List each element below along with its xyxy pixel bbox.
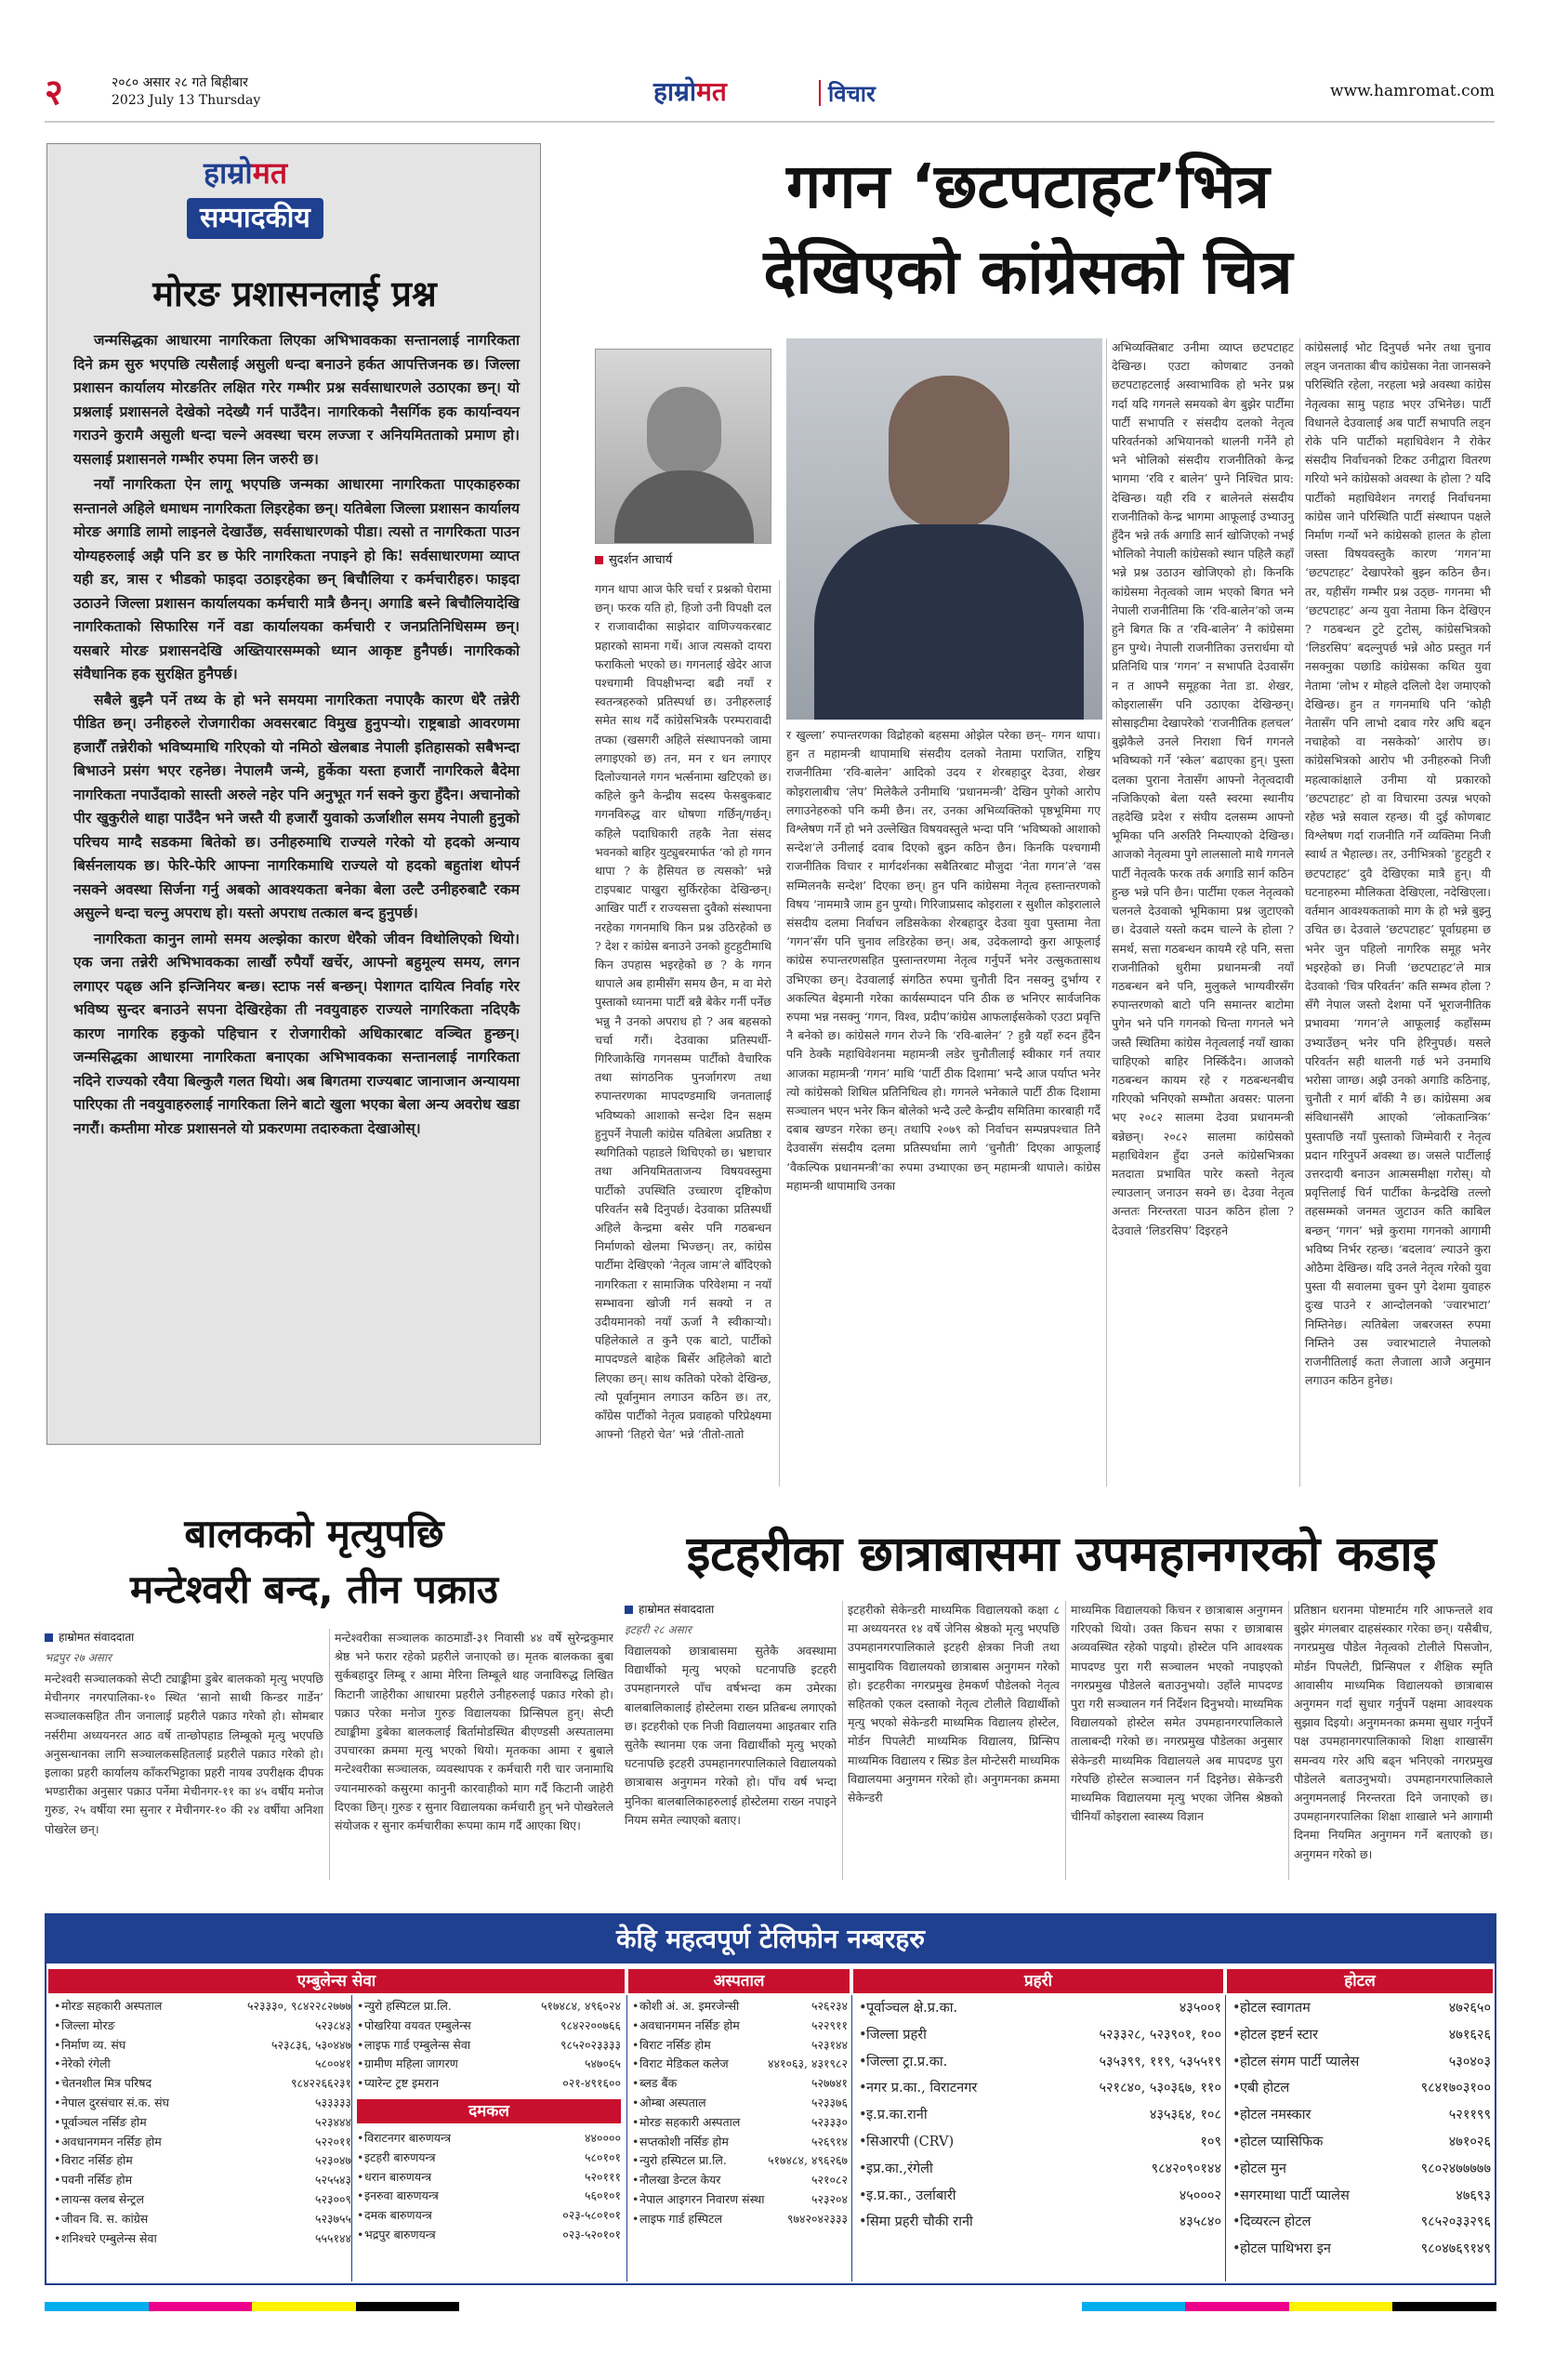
entry-name: चेतनशील मित्र परिषद xyxy=(61,2076,152,2091)
feature-column: अभिव्यक्तिबाट उनीमा व्याप्त छटपटाहट देखिन्छ। एउटा कोणबाट उनको छटपटाहटलाई अस्वाभाविक हो भनेर प्रश्न गर्दा यदि गगनले समयको बेग बुझेर पार्टीमा पार्टी सभापति र संसदीय दलको नेतृत्व परिवर्तनको अभियानको थालनी गर्नेनै हो भने भोलिको संसदीय राजनीतिको केन्द्र भागमा ‘रवि र बालेन’ पुग्ने निश्चित प्राय: देखिन्छ। यही रवि र बालेनले संसदीय राजनीतिको केन्द्र भागमा आफूलाई उभ्याउनु हुँदैन भन्ने तर्क अगाडि सार्न खोजिएको नभई भोलिको नेपाली कांग्रेसको स्थान पहिलै कहाँ भन्ने प्रश्न उठाउन खोजिएको हो। किनकि कांग्रेसमा नेतृत्वको जाम भएको बिगत भने नेपाली राजनीतिमा कि ‘रवि-बालेन’को जन्म हुने बिगत कि त ‘रवि-बालेन’ नै कांग्रेसमा हुन पुग्थे। नेपाली राजनीतिका उत्तरार्धमा यो प्रतिनिधि पात्र ‘गगन’ न सभापति देउवासँग न त आफ्नै समूहका नेता डा. शेखर, कोइरालासँग पनि उठाएका देखिन्छन्। सोसाइटीमा देखापरेको ‘राजनीतिक हलचल’ बुझेकैले उनले निराशा चिर्न गगनले भविष्यको गर्ने ‘स्केल’ बढाएका हुन्। पुस्ता दलका पुराना नेतासँग आफ्नो नेतृत्वदावी नजिकिएको बेला यस्तै स्वरमा स्थानीय तहदेखि प्रदेश र संघीय दलसम्म आफ्नो भूमिका पनि अरुतिरै निम्त्याएको देखिन्छ। आजको नेतृत्वमा पुगे लालसालो माथै गगनले पार्टी नेतृत्वकै फरक तर्क अगाडि सार्न कठिन हुन्छ भन्ने पनि छैन। पार्टीमा एकल नेतृत्वको चलनले देउवाको भूमिकामा प्रश्न जुटाएको छ। देउवाले यस्तो कदम चाल्ने के होला ? समर्थ, सत्ता गठबन्धन कायमै रहे पनि, सत्ता राजनीतिको धुरीमा प्रधानमन्त्री नयाँ गठबन्धन बने पनि, मुलुकले भाग्यवीरसँग रुपान्तरणको बाटो पनि समान्तर बाटोमा पुगेन भने पनि गगनको चिन्ता गगनले भने जस्तै स्थितिमा कांग्रेस नेतृत्वलाई नयाँ खाका चाहिएको बाहिर निस्किँदैन। आजको गठबन्धन कायम रहे र गठबन्धनबीच गरिएको भनिएको सम्भौता अवसर: पालना भए २०८२ सालमा देउवा प्रधानमन्त्री बन्नेछन्। २०८२ सालमा कांग्रेसको महाधिवेशन हुँदा उनले कांग्रेसभित्रका मतदाता प्रभावित पारेर कस्तो नेतृत्व ल्याउलान् जनाउन सक्ने छ। देउवा नेतृत्व अन्ततः निरन्तरता पाउन कठिन होला ? देउवाले ‘लिडरसिप’ दिइरहने xyxy=(1112,340,1294,1237)
child-source: हाम्रोमत संवाददाता xyxy=(45,1629,134,1645)
directory-entry xyxy=(632,2210,848,2229)
bullet-icon: • xyxy=(357,2169,364,2184)
feature-headline-line2: देखिएको कांग्रेसको चित्र xyxy=(763,236,1293,308)
entry-name: होटल इष्टर्न स्टार xyxy=(1240,2027,1319,2043)
directory-entry xyxy=(1232,2075,1491,2102)
fire-header: दमकल xyxy=(357,2099,621,2123)
entry-name: कोशी अं. अ. इमरजेन्सी xyxy=(639,1999,740,2013)
entry-number[interactable]: ९८५२०३३२९६ xyxy=(1420,2215,1491,2230)
bullet-icon: • xyxy=(54,2211,61,2226)
directory-entry xyxy=(1232,2183,1491,2210)
entry-number[interactable]: ५२२९११ xyxy=(811,2017,848,2032)
entry-number[interactable]: ५२३८४३ xyxy=(314,2017,351,2032)
child-dateline: भद्रपुर २७ असार xyxy=(45,1651,112,1664)
hostel-source: हाम्रोमत संवाददाता xyxy=(625,1601,714,1617)
entry-number[interactable]: ५८०१०१ xyxy=(584,2149,621,2164)
bullet-icon: • xyxy=(357,2037,364,2052)
directory-entry xyxy=(1232,2156,1491,2183)
hotel-header: होटल xyxy=(1227,1969,1493,1993)
source-marker-icon xyxy=(45,1633,53,1642)
bullet-icon: • xyxy=(54,2153,61,2168)
editorial-tag: सम्पादकीय xyxy=(187,198,323,239)
ambulance-list-b xyxy=(357,1997,621,2094)
header-date-np: २०८० असार २८ गते बिहीबार xyxy=(112,75,248,90)
directory-entry xyxy=(859,2022,1221,2049)
bullet-icon: • xyxy=(859,2001,867,2016)
hostel-column: माध्यमिक विद्यालयको किचन र छात्राबास अनुगमन गरिएको थियो। उक्त किचन सफा र छात्राबास अव्यवस्थित रहेको पाइयो। होस्टेल पनि आवश्यक मापदण्ड पुरा गरी सञ्चालन भएको नपाइएको नगरप्रमुख पौडेलले बताउनुभयो। उहाँले मापदण्ड पुरा गरी सञ्चालन गर्न निर्देशन दिनुभयो। माध्यमिक विद्यालयको होस्टेल समेत उपमहानगरपालिकाले तालाबन्दी गरेको छ। नगरप्रमुख पौडेलका अनुसार सेकेन्डरी माध्यमिक विद्यालयले अब मापदण्ड पुरा गरेपछि होस्टेल सञ्चालन गर्न दिइनेछ। सेकेन्डरी माध्यमिक विद्यालयमा मृत्यु भएका जेनिस श्रेष्ठको चीनियाँ कोइराला स्वास्थ्य विज्ञान xyxy=(1071,1603,1283,1824)
entry-name: प्यारेन्ट ट्रष्ट इमरान xyxy=(364,2076,440,2091)
bullet-icon: • xyxy=(859,2081,867,2096)
entry-name: न्युरो हस्पिटल प्रा.लि. xyxy=(639,2153,727,2168)
directory-entry xyxy=(859,2075,1221,2102)
directory-entry xyxy=(1232,2129,1491,2156)
bullet-icon: • xyxy=(54,2191,61,2206)
directory-entry xyxy=(632,2055,848,2074)
entry-number[interactable]: ५१७४८४, ४९६२६७ xyxy=(768,2153,848,2168)
hostel-column: प्रतिष्ठान धरानमा पोष्टमार्टम गरि आफन्तले शव बुझेर मंगलबार दाहसंस्कार गरेका छन्। यसैबीच, नगरप्रमुख पौडेल नेतृत्वको टोलीले पिसजोन, मोर्डन पिपलेटी, प्रिन्सिपल र शैक्षिक स्मृति आवासीय माध्यमिक विद्यालयको छात्राबास अनुगमन गर्दा सुधार गर्नुपर्ने पक्षमा आवश्यक सुझाव दिइयो। अनुगमनका क्रममा सुधार गर्नुपर्ने पक्ष उपमहानगरपालिकाको शिक्षा शाखासँग समन्वय गरेर अघि बढ्न भनिएको नगरप्रमुख पौडेलले बताउनुभयो। उपमहानगरपालिकाले अनुगमनलाई निरन्तरता दिने जनाएको छ। उपमहानगरपालिका शिक्षा शाखाले भने आगामी दिनमा नियमित अनुगमन गर्ने बताएको छ। अनुगमन गरेको छ। xyxy=(1294,1603,1493,1861)
directory-entry xyxy=(859,2183,1221,2210)
entry-name: इ.प्र.का., उर्लाबारी xyxy=(866,2188,956,2203)
directory-entry xyxy=(859,1995,1221,2022)
entry-name: भद्रपुर बारुणयन्त्र xyxy=(364,2227,436,2241)
entry-name: जिल्ला ट्रा.प्र.का. xyxy=(866,2054,948,2069)
bullet-icon: • xyxy=(1232,2001,1241,2016)
bullet-icon: • xyxy=(54,1999,61,2013)
entry-name: होटल नमस्कार xyxy=(1240,2108,1311,2123)
editorial-paragraph: सबैले बुझ्नै पर्ने तथ्य के हो भने समयमा नागरिकता नपाएकै कारण धेरै तन्नेरी पीडित छन्। उनीहरुले रोजगारीका अवसरबाट विमुख हुनुपर्‍यो। राष्ट्रबाडो आवरणमा हजारौँ तन्नेरीको भविष्यमाथि गरिएको यो नमिठो खेलबाड नेपाली इतिहासको सबैभन्दा बिभाउने प्रसंग भएर रहनेछ। नेपालमै जन्मे, हुर्केका यस्ता हजारौं नागरिकले बैदेमा नागरिकता नपाउँदाको सास्ती अरुले नहेर पनि अनुभूत गर्न सक्ने कुरा हुँदैन। अचानोको पीर खुकुरीले थाहा पाउँदैन भने जस्तै यी हजारौं युवाको ऊर्जाशील समय नेपाली हुनुको परिचय माग्दै सडकमा बितेको छ। उनीहरुमाथि राज्यले गरेको यो हदको अन्याय बिर्सनलायक छ। फेरि-फेरि आफ्ना नागरिकमाथि राज्यले यो हदको बहुतांश थोपर्न नसक्ने अवस्था सिर्जना गर्नु अबको आवश्यकता बनेका बेला उल्टै उनीहरुबाटै रकम असुल्ने धन्दा चल्नु अपराध हो। यस्तो अपराध तत्काल बन्द हुनुपर्छ। xyxy=(73,690,520,921)
entry-name: नौलखा डेन्टल केयर xyxy=(639,2173,721,2188)
child-column: मन्टेश्वरी सञ्चालकको सेप्टी ट्याङ्कीमा डुबेर बालकको मृत्यु भएपछि मेचीनगर नगरपालिका-१० स्थित ‘सानो साथी किन्डर गार्डेन’ सञ्चालकसहित तीन जनालाई प्रहरीले पक्राउ गरेको हो। सोमबार नर्सरीमा अध्ययनरत आठ वर्षे तान्छोपहाड लिम्बूको मृत्यु भएपछि अनुसन्धानका लागि सञ्चालकसहितलाई प्रहरीले पक्राउ गरेको हो। इलाका प्रहरी कार्यालय काँकरभिट्टाका प्रहरी नायब उपरीक्षक दीपक भण्डारीका अनुसार पक्राउ पर्नेमा मेचीनगर-११ का ४५ वर्षीय मनोज गुरुङ, २५ वर्षीया रमा सुनार र मेचीनगर-१० की २४ वर्षीया अनिशा पोखरेल छन्। xyxy=(45,1672,323,1836)
directory-entry xyxy=(859,2049,1221,2076)
directory-entry xyxy=(859,2129,1221,2156)
child-column: मन्टेश्वरीका सञ्चालक काठमाडौं-३१ निवासी ४४ वर्षे सुरेन्द्रकुमार श्रेष्ठ भने फरार रहेको प्रहरीले जनाएको छ। मृतक बालकका बुबा सुर्कबहादुर लिम्बू र आमा मेरिना लिम्बूले थाह जनाविरुद्ध लिखित किटानी जाहेरीका आधारमा प्रहरीले उनीहरुलाई पक्राउ गरेको हो। पक्राउ परेका मनोज गुरुङ विद्यालयका प्रिन्सिपल हुन्। सेप्टी ट्याङ्कीमा डुबेका बालकलाई बिर्तामोडस्थित बीएण्डसी अस्पतालमा उपचारका क्रममा मृत्यु भएको थियो। मृतकका आमा र बुबाले मन्टेश्वरीका सञ्चालक, व्यवस्थापक र कर्मचारी गरी चार जनामाथि ज्यानमारुको कसुरमा कानुनी कारवाहीको माग गर्दै किटानी जाहेरी दिएका छिन्। गुरुङ र सुनार विद्यालयका कर्मचारी हुन् भने पोखरेलले संयोजक र सुनार कर्मचारीका रूपमा काम गर्दै आएका थिए। xyxy=(335,1631,613,1833)
entry-number[interactable]: ५२६९१४ xyxy=(811,2134,848,2149)
entry-name: ओम्बा अस्पताल xyxy=(639,2095,706,2109)
entry-number[interactable]: ५१७४८४, ४९६०२४ xyxy=(541,1999,621,2013)
directory-entry xyxy=(632,2036,848,2056)
entry-number[interactable]: ९८४२२००७६६ xyxy=(560,2017,621,2032)
bullet-icon: • xyxy=(632,2173,639,2188)
byline-marker-icon xyxy=(595,556,603,564)
bullet-icon: • xyxy=(1232,2188,1241,2203)
entry-number[interactable]: ५२३०४७ xyxy=(314,2153,351,2168)
directory-entry xyxy=(357,2187,621,2206)
entry-name: मोरङ सहकारी अस्पताल xyxy=(61,1999,163,2013)
entry-name: इ.प्र.का.रानी xyxy=(866,2108,928,2123)
entry-name: अवधानगमन नर्सिङ होम xyxy=(639,2017,740,2032)
bullet-icon: • xyxy=(632,2037,639,2052)
entry-number[interactable]: ५३५३९९, ११९, ५३५५१९ xyxy=(1099,2054,1221,2069)
column-rule xyxy=(329,1629,330,1880)
column-rule xyxy=(851,1995,852,2281)
entry-name: शनिश्चरे एम्बुलेन्स सेवा xyxy=(61,2230,157,2245)
bullet-icon: • xyxy=(632,2076,639,2091)
entry-number[interactable]: ४३५३६४, १०८ xyxy=(1149,2108,1221,2123)
entry-name: होटल मुन xyxy=(1240,2161,1286,2176)
entry-number[interactable]: ५४७०६५ xyxy=(584,2056,621,2071)
main-photo xyxy=(786,338,1102,720)
column-rule xyxy=(351,1995,352,2281)
entry-number[interactable]: १०९ xyxy=(1200,2134,1221,2149)
directory-entry xyxy=(632,1997,848,2016)
feature-column: कांग्रेसलाई भोट दिनुपर्छ भनेर तथा चुनाव लड्न जनताका बीच कांग्रेसका नेता जानसक्ने परिस्थिति रहेला, नरहला भन्ने अवस्था कांग्रेस नेतृत्वका सामु पहाड भएर उभिनेछ। पार्टी विधानले देउवालाई अब पार्टी सभापति लड्न रोके पनि पार्टीको महाधिवेशन नै रोकेर संसदीय निर्वाचनको टिकट उनीद्वारा वितरण गरियो भने कांग्रेसको अवस्था के होला ? यदि पार्टीको महाधिवेशन नगराई निर्वाचनमा कांग्रेस जाने परिस्थिति पार्टी संस्थापन पक्षले निर्माण गर्न्यो भने कांग्रेसको हालत के होला जस्ता विषयवस्तुकै कारण ‘गगन’मा ‘छटपटाहट’ देखापरेको बुझ्न कठिन छैन। तर, यहीसँग गम्भीर प्रश्न उठ्छ- गगनमा भी ‘छटपटाहट’ अन्य युवा नेतामा किन देखिएन ? गठबन्धन टुटे टुटोस्, कांग्रेसभित्रको ‘लिडरसिप’ बदल्नुपर्छ भन्ने ओठ प्रस्तुत गर्न नसक्नुका पछाडि कांग्रेसका कथित युवा नेतामा ‘लोभ र मोहले दलिलो देश जमाएको देखिन्छ। हुन त गगनमाथि पनि ‘कोही नेतासँग पनि लाभो दबाव गरेर अघि बढ्न नचाहेको वा नसकेको’ आरोप छ। कांग्रेसभित्रको आरोप भी उनीहरुको निजी महत्वाकांक्षाले उनीमा यो प्रकारको ‘छटपटाहट’ हो वा विचारमा उत्पन्न भएको रहेछ भन्ने सवाल रहन्छ। यी दुई कोणबाट विश्लेषण गर्दा राजनीति गर्ने व्यक्तिमा निजी स्वार्थ त भैहाल्छ। तर, उनीभित्रको ‘हुटहुटी र छटपटाहट’ दुवै देखिएका मात्रै हुन्। यी घटनाहरुमा मौलिकता देखिएला, नदेखिएला। वर्तमान आवश्यकताको माग के हो भन्ने बुझ्नु उचित छ। देउवाले ‘छटपटाहट’ पूर्वाग्रहमा छ भनेर जुन पहिलो नागरिक समूह भनेर भइरहेको छ। निजी ‘छटपटाहट’ले मात्र देउवाको ‘चित्र परिवर्तन’ कति सम्भव होला ? सँगै नेपाल जस्तो देशमा पर्ने भूराजनीतिक प्रभावमा ‘गगन’ले आफूलाई कहाँसम्म उभ्याउँछन् भनेर पनि हेरिनुपर्छ। यसले परिवर्तन सही थालनी गर्छ भने उनमाथि भरोसा जाग्छ। अझै उनको अगाडि कठिनाइ, चुनौती र मार्ग बाँकी नै छ। कांग्रेसमा अब संविधानसँगै आएको ‘लोकतान्त्रिक’ पुस्तापछि नयाँ पुस्ताको जिम्मेवारी र नेतृत्व प्रदान गरिनुपर्ने अवस्था छ। जसले पार्टीलाई उत्तरदायी बनाउन आत्मसमीक्षा गरोस्। यो प्रवृत्तिलाई चिर्न पार्टीका केन्द्रदेखि तल्लो तहसम्मको जनमत जुटाउन कति काबिल बन्छन् ‘गगन’ भन्ने कुरामा गगनको आगामी भविष्य निर्भर रहन्छ। ‘बदलाव’ ल्याउने कुरा ओठैमा देखिन्छ। यदि उनले नेतृत्व गरेको युवा पुस्ता यी सवालमा चुक्न पुगे देशमा युवाहरु दुःख पाउने र आन्दोलनको ‘ज्वारभाटा’ निम्तिनेछ। त्यतिबेला जबरजस्त रुपमा निम्तिने उस ज्वारभाटाले नेपालको राजनीतिलाई कता लैजाला आजै अनुमान लगाउन कठिन हुनेछ। xyxy=(1305,340,1491,1388)
bullet-icon: • xyxy=(1232,2215,1241,2230)
column-rule xyxy=(626,1995,627,2281)
bullet-icon: • xyxy=(54,2056,61,2071)
entry-name: विराट नर्सिङ होम xyxy=(639,2037,711,2052)
entry-number[interactable]: ९८०२४७७७७७ xyxy=(1420,2161,1491,2176)
header-date-en: 2023 July 13 Thursday xyxy=(112,93,261,108)
entry-name: न्युरो हस्पिटल प्रा.लि. xyxy=(364,1999,452,2013)
directory-title: केहि महत्वपूर्ण टेलिफोन नम्बरहरु xyxy=(46,1915,1495,1964)
bullet-icon: • xyxy=(357,2188,364,2203)
directory-entry xyxy=(357,2149,621,2168)
entry-name: होटल स्वागतम xyxy=(1240,2001,1311,2016)
bullet-icon: • xyxy=(859,2188,867,2203)
directory-entry xyxy=(632,2016,848,2036)
hospital-header: अस्पताल xyxy=(628,1969,850,1993)
bullet-icon: • xyxy=(54,2076,61,2091)
entry-number[interactable]: ५२७७४१ xyxy=(811,2076,848,2091)
bullet-icon: • xyxy=(357,1999,364,2013)
column-rule xyxy=(842,1601,843,1880)
entry-name: इटहरी बारुणयन्त्र xyxy=(364,2149,436,2164)
column-rule xyxy=(1225,1995,1226,2281)
bullet-icon: • xyxy=(1232,2134,1241,2149)
directory-entry xyxy=(357,2055,621,2074)
directory-entry xyxy=(632,2151,848,2171)
directory-entry xyxy=(357,2226,621,2245)
entry-number[interactable]: ४७६९३ xyxy=(1456,2188,1491,2203)
entry-number[interactable]: ५२११९९ xyxy=(1448,2108,1491,2123)
section-name: विचार xyxy=(828,81,876,107)
bullet-icon: • xyxy=(1232,2081,1241,2096)
police-list xyxy=(859,1995,1221,2236)
directory-entry xyxy=(54,2016,351,2036)
directory-entry xyxy=(357,2168,621,2188)
bullet-icon: • xyxy=(859,2215,867,2230)
bullet-icon: • xyxy=(54,2230,61,2245)
entry-name: नेपाल दुरसंचार सं.क. संघ xyxy=(61,2095,169,2109)
entry-name: नगर प्र.का., विराटनगर xyxy=(866,2081,978,2096)
bullet-icon: • xyxy=(859,2054,867,2069)
entry-number[interactable]: ५८००४१ xyxy=(314,2056,351,2071)
entry-number[interactable]: ५२३२०४ xyxy=(811,2191,848,2206)
bullet-icon: • xyxy=(1232,2241,1241,2257)
directory-entry xyxy=(1232,2049,1491,2076)
editorial-logo: हाम्रोमत xyxy=(204,155,288,191)
directory-entry xyxy=(632,2113,848,2133)
bullet-icon: • xyxy=(357,2131,364,2145)
entry-name: जिल्ला प्रहरी xyxy=(866,2027,927,2043)
header-logo: हाम्रोमत xyxy=(653,76,727,107)
entry-name: सगरमाथा पार्टी प्यालेस xyxy=(1240,2188,1350,2203)
directory-entry xyxy=(1232,2209,1491,2236)
directory-entry xyxy=(1232,2102,1491,2129)
entry-name: अवधानगमन नर्सिङ होम xyxy=(61,2134,162,2149)
page-header xyxy=(45,71,1495,115)
bullet-icon: • xyxy=(54,2114,61,2129)
bullet-icon: • xyxy=(632,2095,639,2109)
bullet-icon: • xyxy=(859,2108,867,2123)
directory-entry xyxy=(357,2016,621,2036)
entry-number[interactable]: ५६०१०१ xyxy=(584,2188,621,2203)
feature-headline-line1: गगन ‘छटपटाहट’भित्र xyxy=(786,151,1270,222)
entry-number[interactable]: ५२३३२८, ५२३९०१, १०० xyxy=(1099,2027,1221,2043)
entry-number[interactable]: ४७१६२६ xyxy=(1448,2027,1491,2043)
hotel-list xyxy=(1232,1995,1491,2263)
entry-number[interactable]: ५२३७५५ xyxy=(314,2211,351,2226)
directory-entry xyxy=(632,2074,848,2094)
column-rule xyxy=(1288,1601,1289,1880)
entry-number[interactable]: ०२३-५२०१०१ xyxy=(562,2227,621,2241)
entry-name: पोखरिया वयवत एम्बुलेन्स xyxy=(364,2017,471,2032)
entry-name: दमक बारुणयन्त्र xyxy=(364,2208,432,2223)
entry-name: इनरुवा बारुणयन्त्र xyxy=(364,2188,439,2203)
entry-number[interactable]: ५३३३३३ xyxy=(314,2095,351,2109)
bullet-icon: • xyxy=(859,2134,867,2149)
column-rule xyxy=(779,580,780,1487)
entry-number[interactable]: ०२१-४९१६०० xyxy=(562,2076,621,2091)
bullet-icon: • xyxy=(1232,2027,1241,2043)
bullet-icon: • xyxy=(859,2027,867,2043)
directory-entry xyxy=(54,2055,351,2074)
directory-entry xyxy=(1232,2022,1491,2049)
entry-name: दिव्यरत्न होटल xyxy=(1240,2215,1311,2230)
entry-name: मोरङ सहकारी अस्पताल xyxy=(639,2114,741,2129)
entry-name: होटल संगम पार्टी प्यालेस xyxy=(1240,2054,1360,2069)
entry-number[interactable]: ९८४१७०३१०० xyxy=(1420,2081,1491,2096)
entry-name: विराट मेडिकल कलेज xyxy=(639,2056,729,2071)
feature-column: र खुल्ला’ रुपान्तरणका विद्रोहको बहसमा ओझेल परेका छन्– गगन थापा। हुन त महामन्त्री थापामाथि संसदीय दलको नेतामा पराजित, राष्ट्रिय राजनीतिमा ‘रवि-बालेन’ आदिको उदय र शेरबहादुर देउवा, शेखर कोइरालाबीच ‘लेप’ मिलेकैले उनीमाथि ‘प्रधानमन्त्री’ देखिन पुगेको आरोप लगाउनेहरुको पनि कमी छैन। तर, उनका अभिव्यक्तिको पृष्ठभूमिमा गए विश्लेषण गर्ने हो भने उल्लेखित विषयवस्तुले भन्दा पनि ‘भविष्यको आशाको सन्देश’ले उनीलाई दवाब दिएको बुझ्न कठिन छैन। किनकि पश्चगामी राजनीतिक विचार र मार्गदर्शनका सबैतिरबाट मौजुदा ‘नेता गगन’ले ‘वस सम्मिलनकै सन्देश’ दिएका छन्। हुन पनि कांग्रेसमा नेतृत्व हस्तान्तरणको विषय ‘नाममात्रै जाम हुन पुग्यो। गिरिजाप्रसाद कोइराला र सुशील कोइरालाले संसदीय दलमा निर्वाचन लडिसकेका शेरबहादुर देउवा युवा पुस्तामा नेता ‘गगन’सँग पनि चुनाव लडिरहेका छन्। अब, उदेकलाग्दो कुरा आफूलाई कांग्रेस रुपान्तरणसहित पुस्तान्तरणमा नेतृत्व गर्नुपर्ने भनेर उत्सुकतासाथ उभिएका छन्। देउवालाई संगठित रुपमा चुनौती दिन नसक्नु दुर्भाग्य र अकल्पित बेइमानी गरेका कार्यसम्पादन पनि ठीक छ भनिएर सार्वजनिक रुपमा भन्न नसक्नु ‘गगन, विश्व, प्रदीप’कांग्रेस आफलाईसकेको एउटा प्रवृत्ति नै बनेको छ। कांग्रेसले गगन रोज्ने कि ‘रवि-बालेन’ ? हुन्नै यहाँ रुदन हुँदैन पनि ठेक्कै महाधिवेशनमा महामन्त्री लडेर चुनौतीलाई स्वीकार गर्न तयार आजका महामन्त्री ‘गगन’ माथि ‘पार्टी ठीक दिशामा’ भन्दै आज पर्याप्त भनेर त्यो कांग्रेसको शिथिल प्रतिनिधित्व हो। गगनले भनेकाले पार्टी ठीक दिशामा सञ्चालन भएन भनेर किन बोलेको भन्दै उल्टै केन्द्रीय समितिमा कारबाही गर्दै दबाब खण्डन गरेका छन्। तथापि २०७९ को निर्वाचन सम्पन्नपश्चात तिनै देउवासँग संसदीय दलमा प्रतिस्पर्धामा लागे ‘चुनौती’ दिएका आफूलाई ‘वैकल्पिक प्रधानमन्त्री’का रुपमा उभ्याएका छन् महामन्त्री थापाले। कांग्रेस महामन्त्री थापामाथि उनका xyxy=(786,728,1100,1193)
entry-name: धरान बारुणयन्त्र xyxy=(364,2169,432,2184)
directory-entry xyxy=(357,2074,621,2094)
entry-number[interactable]: ९८४२०९०१४४ xyxy=(1151,2161,1221,2176)
entry-name: नेरेको रंगेली xyxy=(61,2056,111,2071)
directory-entry xyxy=(54,2074,351,2094)
entry-number[interactable]: ५२१८४०, ५३०३६७, ११० xyxy=(1099,2081,1221,2096)
entry-number[interactable]: ५२३३३०, ९८४२२८२७७७ xyxy=(247,1999,351,2013)
entry-number[interactable]: ५२३१४४ xyxy=(811,2037,848,2052)
bullet-icon: • xyxy=(1232,2054,1241,2069)
hostel-column: विद्यालयको छात्राबासमा सुतेकै अवस्थामा विद्यार्थीको मृत्यु भएको घटनापछि इटहरी उपमहानगरले पाँच वर्षभन्दा कम उमेरका बालबालिकालाई होस्टेलमा राख्न प्रतिबन्ध लगाएको छ। इटहरीको एक निजी विद्यालयमा आइतबार राति सुतेकै स्थानमा एक जना विद्यार्थीको मृत्यु भएको घटनापछि इटहरी उपमहानगरपालिकाले विद्यालयको छात्राबास अनुगमन गरेको हो। पाँच वर्ष भन्दा मुनिका बालबालिकाहरुलाई होस्टेलमा राख्न नपाइने नियम समेत ल्याएको बताए। xyxy=(625,1644,837,1827)
column-rule xyxy=(1106,338,1107,1487)
entry-name: विराटनगर बारुणयन्त्र xyxy=(364,2131,451,2145)
entry-number[interactable]: ५२२०११ xyxy=(314,2134,351,2149)
directory-entry xyxy=(357,2129,621,2149)
directory-entry xyxy=(54,2229,351,2249)
fire-list xyxy=(357,2129,621,2245)
bullet-icon: • xyxy=(632,1999,639,2013)
bullet-icon: • xyxy=(357,2149,364,2164)
directory-entry xyxy=(632,2094,848,2113)
directory-entry xyxy=(54,2210,351,2229)
directory-entry xyxy=(54,1997,351,2016)
bullet-icon: • xyxy=(357,2017,364,2032)
entry-name: नेपाल आइगरन निवारण संस्था xyxy=(639,2191,765,2206)
bullet-icon: • xyxy=(54,2095,61,2109)
directory-entry xyxy=(54,2036,351,2056)
bullet-icon: • xyxy=(632,2153,639,2168)
directory-entry xyxy=(1232,2236,1491,2263)
directory-entry xyxy=(54,2133,351,2152)
ambulance-list-a xyxy=(54,1997,351,2248)
bullet-icon: • xyxy=(357,2208,364,2223)
entry-number[interactable]: ९८४२२६६२३१ xyxy=(290,2076,351,2091)
directory-entry xyxy=(632,2171,848,2190)
bullet-icon: • xyxy=(859,2161,867,2176)
bullet-icon: • xyxy=(632,2211,639,2226)
entry-name: जीवन वि. स. कांग्रेस xyxy=(61,2211,149,2226)
bullet-icon: • xyxy=(632,2056,639,2071)
directory-entry xyxy=(632,2133,848,2152)
hostel-headline: इटहरीका छात्राबासमा उपमहानगरको कडाइ xyxy=(686,1527,1437,1582)
directory-entry xyxy=(632,2190,848,2210)
ambulance-header: एम्बुलेन्स सेवा xyxy=(48,1969,625,1993)
source-marker-icon xyxy=(625,1606,633,1614)
directory-entry xyxy=(54,2094,351,2113)
entry-number[interactable]: ५२५५४३ xyxy=(314,2173,351,2188)
entry-name: पूर्वाञ्चल नर्सिङ होम xyxy=(61,2114,147,2129)
feature-column: गगन थापा आज फेरि चर्चा र प्रश्नको घेरामा छन्। फरक यति हो, हिजो उनी विपक्षी दल र राजावादीका साझेदार वाणिज्यकरबाट प्रहारको सामना गर्थे। आज त्यसको दायरा फराकिलो भएको छ। गगनलाई खेदेर आज पश्चगामी विपक्षीभन्दा बढी नयाँ र स्वतन्त्रहरुको प्रतिस्पर्धा छ। उनीहरुलाई समेत साथ गर्दै कांग्रेसभित्रकै परम्परावादी तप्का (खसगरी अहिले संस्थापनको जामा लगाइएको छ) तन, मन र धन लगाएर दिलोज्यानले गगन भर्त्सनामा खटिएको छ। कहिले कुनै केन्द्रीय सदस्य फेसबुकबाट गगनविरुद्ध वार धोषणा गर्छिन्/गर्छन्। कहिले पदाधिकारी तहकै नेता संसद भवनको बाहिर युट्युबरमार्फत ‘को हो गगन थापा ? के हैसियत छ त्यसको’ भन्ने टाइपबाट पाखुरा सुर्किरहेका देखिन्छन्। आखिर पार्टी र राज्यसत्ता दुवैको संस्थापना नरहेका गगनमाथि किन प्रश्न उठिरहेको छ ? देश र कांग्रेस बनाउने उनको हुटहुटीमाथि किन उपहास भइरहेको छ ? के गगन थापाले अब हामीसँग समय छैन, म वा मेरो पुस्ताको ध्यानमा पार्टी बन्नै बेकेर गर्नी पर्नेछ भन्नु नै उनको अपराध हो ? अब बहसको चर्चा गरौं। देउवाका प्रतिस्पर्धी- गिरिजाकेखि गगनसम्म पार्टीको वैचारिक तथा सांगठनिक पुनर्जागरण तथा रुपान्तरणका मापदण्डमाथि जनतालाई भविष्यको आशाको सन्देश दिन सक्षम हुनुपर्ने नेपाली कांग्रेस यतिबेला अप्रतिष्ठा र स्थगितिको पहाडले थिचिएको छ। भ्रष्टाचार तथा अनियमितताजन्य विषयवस्तुमा पार्टीको उपस्थिति उच्चारण दृष्टिकोण परिवर्तन सबै दिनुपर्छ। देउवाका प्रतिस्पर्धी अहिले केन्द्रमा बसेर पनि गठबन्धन निर्माणको खेलमा भिज्छन्। तर, कांग्रेस पार्टीमा देखिएको ‘नेतृत्व जाम’ले बाँदिएको नागरिकता र सामाजिक परिवेशमा न नयाँ सम्भावना खोजी गर्न सक्यो न त उदीयमानको नयाँ ऊर्जा नै स्वीकार्‍यो। पहिलेकाले त कुनै एक बाटो, पार्टीको मापदण्डले बाहेक बिर्सेर अहिलेको बाटो लिएका छन्। साथ कतिको परेको देखिन्छ, त्यो पूर्वानुमान लगाउन कठिन छ। तर, काँग्रेस पार्टीको नेतृत्व प्रवाहको परिप्रेक्ष्यमा आफ्नो ‘तिहरो चेत’ भन्ने ‘तीतो-तातो xyxy=(595,582,771,1442)
entry-name: लाइफ गार्ड एम्बुलेन्स सेवा xyxy=(364,2037,471,2052)
bullet-icon: • xyxy=(1232,2108,1241,2123)
hospital-list xyxy=(632,1997,848,2229)
entry-name: लाइफ गार्ड हस्पिटल xyxy=(639,2211,723,2226)
entry-number[interactable]: ४३५००१ xyxy=(1179,2001,1221,2016)
bullet-icon: • xyxy=(632,2017,639,2032)
entry-name: विराट नर्सिङ होम xyxy=(61,2153,133,2168)
entry-name: निर्माण व्य. संघ xyxy=(61,2037,126,2052)
entry-name: एबी होटल xyxy=(1240,2081,1290,2096)
entry-number[interactable]: ५२३००९ xyxy=(314,2191,351,2206)
entry-number[interactable]: ४७१०२६ xyxy=(1448,2134,1491,2149)
entry-number[interactable]: ५२१०८२ xyxy=(811,2173,848,2188)
entry-name: होटल पाथिभरा इन xyxy=(1240,2241,1331,2257)
entry-number[interactable]: ५२०१११ xyxy=(584,2169,621,2184)
bullet-icon: • xyxy=(357,2056,364,2071)
entry-name: पूर्वाञ्चल क्षे.प्र.का. xyxy=(866,2001,958,2016)
entry-name: जिल्ला मोरङ xyxy=(61,2017,115,2032)
entry-number[interactable]: ९७४२०४२३३३ xyxy=(786,2211,848,2226)
directory-entry xyxy=(54,2190,351,2210)
child-headline: बालकको मृत्युपछि मन्टेश्वरी बन्द, तीन पक्राउ xyxy=(130,1511,498,1612)
entry-number[interactable]: ५२३४४४ xyxy=(314,2114,351,2129)
directory-entry xyxy=(357,2206,621,2226)
directory-entry xyxy=(859,2102,1221,2129)
bullet-icon: • xyxy=(54,2134,61,2149)
editorial-paragraph: जन्मसिद्धका आधारमा नागरिकता लिएका अभिभावकका सन्तानलाई नागरिकता दिने क्रम सुरु भएपछि त्यसैलाई असुली धन्दा बनाउने हर्कत आपत्तिजनक छ। जिल्ला प्रशासन कार्यालय मोरङतिर लक्षित गरेर गम्भीर प्रश्न सर्वसाधारणले उठाएका छन्। यो प्रश्नलाई प्रशासनले देखेको नदेख्यै गर्न पाउँदैन। नागरिकको नैसर्गिक हक कार्यान्वयन गराउने कुरामै असुली धन्दा चल्ने अवस्था चरम लज्जा र अनियमितताको प्रमाण हो। यसलाई प्रशासनले गम्भीर रुपमा लिन जरुरी छ। xyxy=(73,331,520,468)
bullet-icon: • xyxy=(632,2191,639,2206)
entry-number[interactable]: ५२३३३० xyxy=(811,2114,848,2129)
entry-number[interactable]: ४३५८४० xyxy=(1179,2215,1221,2230)
police-header: प्रहरी xyxy=(853,1969,1223,1993)
bullet-icon: • xyxy=(54,2037,61,2052)
entry-name: इप्र.का.,रंगेली xyxy=(866,2161,933,2176)
bullet-icon: • xyxy=(1232,2161,1241,2176)
entry-number[interactable]: ४४०००० xyxy=(584,2131,621,2145)
feature-headline xyxy=(563,144,1493,315)
editorial-title: मोरङ प्रशासनलाई प्रश्न xyxy=(152,273,437,314)
entry-name: लायन्स क्लब सेन्ट्रल xyxy=(61,2191,144,2206)
directory-entry xyxy=(1232,1995,1491,2022)
directory-entry xyxy=(54,2113,351,2133)
editorial-body xyxy=(73,328,520,1140)
entry-number[interactable]: ५२३३७६ xyxy=(811,2095,848,2109)
bullet-icon: • xyxy=(357,2227,364,2241)
directory-entry xyxy=(54,2151,351,2171)
bullet-icon: • xyxy=(54,2017,61,2032)
entry-name: सिमा प्रहरी चौकी रानी xyxy=(866,2215,973,2230)
editorial-box xyxy=(46,143,541,1445)
entry-number[interactable]: ५३०४०३ xyxy=(1448,2054,1491,2069)
entry-number[interactable]: ४७२६५० xyxy=(1448,2001,1491,2016)
editorial-paragraph: नयाँ नागरिकता ऐन लागू भएपछि जन्मका आधारमा नागरिकता पाएकाहरुका सन्तानले अहिले धमाधम नागरिकता लिइरहेका छन्। यतिबेला जिल्ला प्रशासन कार्यालय मोरङ अगाडि लामो लाइनले देखाउँछ, सर्वसाधारणको पीडा। त्यसो त नागरिकता पाउन योग्यहरुलाई अझै पनि डर छ फेरि नागरिकता नपाइने हो कि! सर्वसाधारणमा व्याप्त यही डर, त्रास र भीडको फाइदा उठाइरहेका छन् बिचौलिया र कर्मचारीहरु। फाइदा उठाउने जिल्ला प्रशासन कार्यालयका कर्मचारी मात्रै छैनन्। अगाडि बस्ने बिचौलियादेखि नागरिकताको सिफारिस गर्ने वडा कार्यालयका कर्मचारी र जनप्रतिनिधिसम्म छन्। यसबारे मोरङ प्रशासनदेखि अख्तियारसम्मको ध्यान आकृष्ट हुनैपर्छ। नागरिकको संवैधानिक हक सुरक्षित हुनैपर्छ। xyxy=(73,475,520,682)
author-photo xyxy=(595,349,771,544)
entry-number[interactable]: ९८५२०२३३३३ xyxy=(560,2037,621,2052)
entry-number[interactable]: ४५०००२ xyxy=(1179,2188,1221,2203)
bullet-icon: • xyxy=(632,2134,639,2149)
entry-name: होटल प्यासिफिक xyxy=(1240,2134,1324,2149)
author-byline: सुदर्शन आचार्य xyxy=(595,550,672,567)
entry-name: ग्रामीण महिला जागरण xyxy=(364,2056,458,2071)
entry-number[interactable]: ५५५१४४ xyxy=(314,2230,351,2245)
directory-entry xyxy=(54,2171,351,2190)
directory-entry xyxy=(859,2209,1221,2236)
column-rule xyxy=(1065,1601,1066,1880)
registration-bar xyxy=(45,2302,1496,2311)
bullet-icon: • xyxy=(54,2173,61,2188)
bullet-icon: • xyxy=(632,2114,639,2129)
entry-name: पवनी नर्सिङ होम xyxy=(61,2173,133,2188)
header-divider xyxy=(819,80,821,106)
directory-entry xyxy=(859,2156,1221,2183)
page-number: २ xyxy=(45,72,63,112)
directory-entry xyxy=(357,1997,621,2016)
entry-number[interactable]: ५२३८३६, ५३०४४७ xyxy=(271,2037,351,2052)
hostel-dateline: इटहरी २८ असार xyxy=(625,1623,692,1636)
column-rule xyxy=(1299,338,1300,1487)
entry-name: सिआरपी (CRV) xyxy=(866,2134,955,2149)
entry-name: सप्तकोशी नर्सिङ होम xyxy=(639,2134,729,2149)
editorial-paragraph: नागरिकता कानुन लामो समय अल्झेका कारण धेरैको जीवन विथोलिएको थियो। एक जना तन्नेरी अभिभावकका लाखौं रुपैयाँ खर्चेर, आफ्नो बहुमूल्य समय, लगन लगाएर पढ्छ अनि इन्जिनियर बन्छ। स्टाफ नर्स बन्छन्। पेशागत दायित्व निर्वाह गरेर भविष्य सुन्दर बनाउने सपना देखिरहेका ती नवयुवाहरु राज्यले नागरिकता नदिएकै कारण नागरिक हकुको पहिचान र रोजगारीको अधिकारबाट वञ्चित हुन्छन्। जन्मसिद्धका आधारमा नागरिकता बनाएका अभिभावकका सन्तानलाई नागरिकता नदिने राज्यको रवैया बिल्कुलै गलत थियो। अब बिगतमा राज्यबाट जानाजान अन्यायमा पारिएका ती नवयुवाहरुलाई नागरिकता लिने बाटो खुला भएका बेला अन्य अवरोध खडा नगरौं। कम्तीमा मोरङ प्रशासनले यो प्रकरणमा तदारुकता देखाओस्। xyxy=(73,929,520,1137)
entry-number[interactable]: ९८०४७६९१४९ xyxy=(1420,2241,1491,2257)
header-rule xyxy=(45,121,1495,123)
entry-number[interactable]: ५२६२३४ xyxy=(811,1999,848,2013)
bullet-icon: • xyxy=(357,2076,364,2091)
hostel-column: इटहरीको सेकेन्डरी माध्यमिक विद्यालयको कक्षा ८ मा अध्ययनरत १४ वर्षे जेनिस श्रेष्ठको मृत्यु भएपछि उपमहानगरपालिकाले इटहरी क्षेत्रका निजी तथा सामुदायिक विद्यालयको छात्राबास अनुगमन गरेको हो। इटहरीका नगरप्रमुख हेमकर्ण पौडेलको नेतृत्व सहितको एकल दस्ताको नेतृत्व टोलीले विद्यार्थीको मृत्यु भएको सेकेन्डरी माध्यमिक विद्यालय होस्टेल, मोर्डन पिपलेटी माध्यमिक विद्यालय, प्रिन्सिप माध्यमिक विद्यालय र स्प्रिङ डेल मोन्टेसरी माध्यमिक विद्यालयमा अनुगमन गरेको हो। अनुगमनका क्रममा सेकेन्डरी xyxy=(848,1603,1060,1805)
directory-entry xyxy=(357,2036,621,2056)
website-link[interactable]: www.hamromat.com xyxy=(1330,82,1495,100)
entry-name: ब्लड बैंक xyxy=(639,2076,678,2091)
entry-number[interactable]: ०२३-५८०१०१ xyxy=(562,2208,621,2223)
entry-number[interactable]: ४४१०६३, ४३१९८२ xyxy=(768,2056,848,2071)
